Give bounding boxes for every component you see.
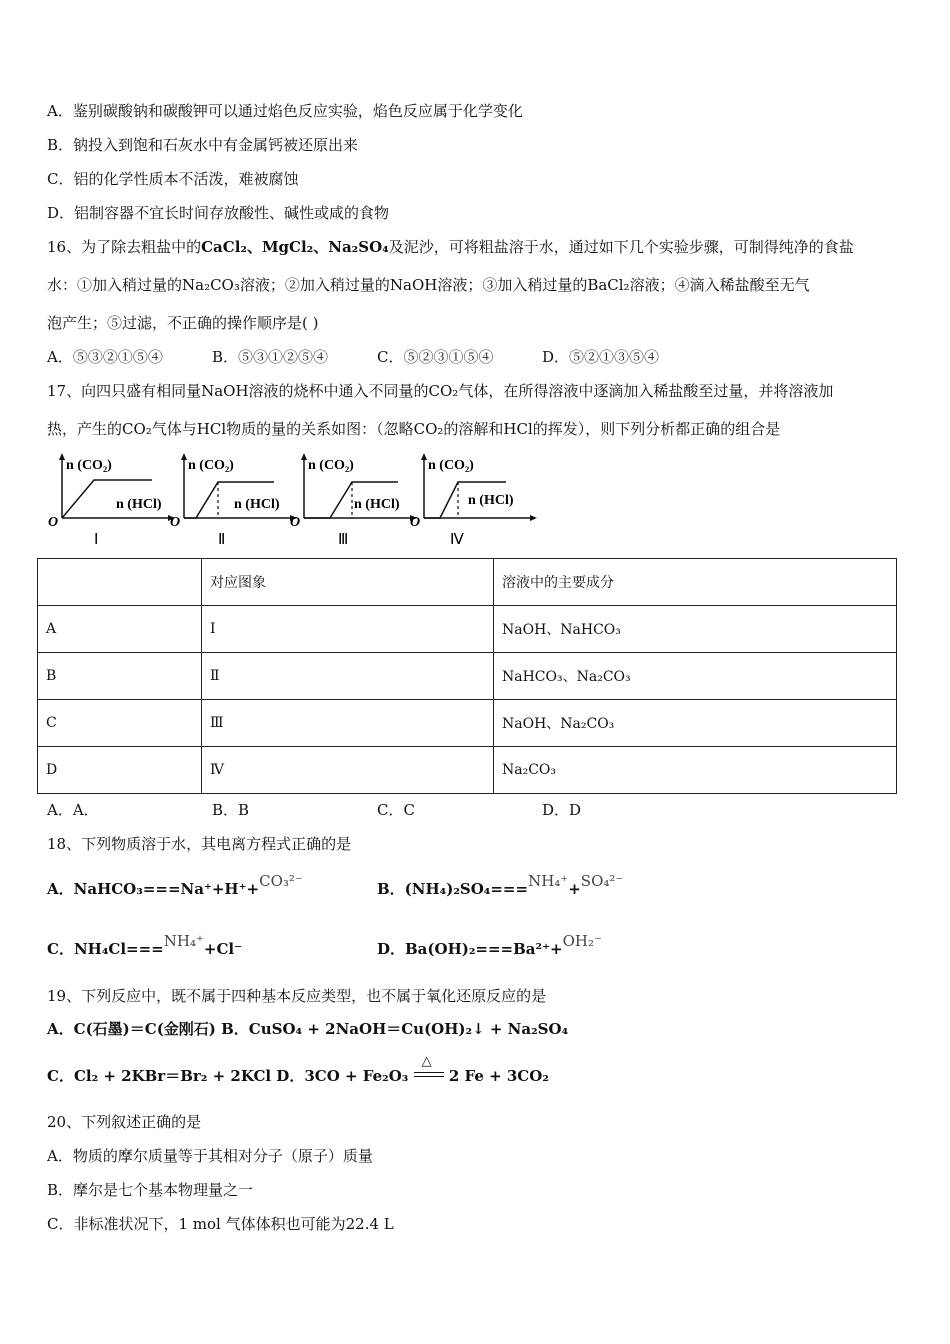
q17-option-a: A．A． bbox=[47, 801, 99, 819]
graph-4-origin: O bbox=[410, 515, 421, 530]
q15-option-c: C．铝的化学性质本不活泼，难被腐蚀 bbox=[47, 170, 299, 188]
table-cell: C bbox=[38, 700, 202, 747]
q18-a-ion: CO₃²⁻ bbox=[259, 872, 303, 890]
table-cell: NaHCO₃、Na₂CO₃ bbox=[494, 653, 897, 700]
table-row bbox=[38, 747, 897, 794]
q18-a-equation: A．NaHCO₃===Na⁺+H⁺+ bbox=[47, 880, 260, 898]
equals-line-top bbox=[414, 1072, 444, 1073]
graph-2-roman: Ⅱ bbox=[218, 532, 226, 548]
q18-b-ion2: SO₄²⁻ bbox=[580, 872, 624, 890]
graph-2-y-arrow bbox=[181, 453, 187, 460]
q20-stem: 20、下列叙述正确的是 bbox=[47, 1113, 202, 1131]
q16-option-c: C．⑤②③①⑤④ bbox=[377, 348, 494, 366]
graph-2-xlabel: n (HCl) bbox=[234, 497, 280, 512]
table-row bbox=[38, 700, 897, 747]
q18-d-equation: D．Ba(OH)₂===Ba²⁺+ bbox=[377, 940, 563, 958]
q16-stem-line1 bbox=[47, 237, 854, 257]
q18-option-a bbox=[47, 872, 303, 899]
graph-1-roman: Ⅰ bbox=[94, 532, 99, 548]
q16-option-a: A．⑤③②①⑤④ bbox=[47, 348, 163, 366]
graph-3-ylabel: n (CO₂) bbox=[308, 458, 354, 473]
q19-heat-equals bbox=[414, 1054, 444, 1086]
table-cell: Ⅰ bbox=[202, 606, 494, 653]
q18-c-post: +Cl⁻ bbox=[203, 940, 242, 958]
graph-1 bbox=[46, 452, 176, 556]
table-cell: Ⅱ bbox=[202, 653, 494, 700]
graph-2 bbox=[168, 452, 301, 556]
graph-2-ylabel: n (CO₂) bbox=[188, 458, 234, 473]
table-cell: Na₂CO₃ bbox=[494, 747, 897, 794]
graph-3-origin: O bbox=[290, 515, 301, 530]
q19-options-ab: A．C(石墨)＝C(金刚石) B．CuSO₄ + 2NaOH＝Cu(OH)₂↓ + Na₂SO₄ bbox=[47, 1020, 569, 1038]
q16-stem-pre: 16、为了除去粗盐中的 bbox=[47, 238, 202, 256]
q18-stem: 18、下列物质溶于水，其电离方程式正确的是 bbox=[47, 835, 352, 853]
q16-stem-line2: 水：①加入稍过量的Na₂CO₃溶液；②加入稍过量的NaOH溶液；③加入稍过量的BaCl₂溶液；④滴入稀盐酸至无气 bbox=[47, 276, 810, 294]
q17-table bbox=[37, 558, 897, 794]
q16-salts: CaCl₂、MgCl₂、Na₂SO₄ bbox=[201, 238, 389, 256]
q18-option-b bbox=[377, 872, 624, 899]
graph-4 bbox=[408, 452, 538, 556]
q16-stem-post: 及泥沙，可将粗盐溶于水，通过如下几个实验步骤，可制得纯净的食盐 bbox=[388, 238, 854, 256]
q19-options-cd bbox=[47, 1054, 549, 1086]
q15-option-a: A．鉴别碳酸钠和碳酸钾可以通过焰色反应实验，焰色反应属于化学变化 bbox=[47, 102, 523, 120]
table-cell: NaOH、NaHCO₃ bbox=[494, 606, 897, 653]
table-header-cell: 溶液中的主要成分 bbox=[494, 559, 897, 606]
q17-option-d: D．D bbox=[542, 801, 582, 819]
graph-4-roman: Ⅳ bbox=[450, 532, 464, 548]
graph-3 bbox=[288, 452, 421, 556]
graph-4-svg bbox=[408, 452, 538, 552]
q16-option-b: B．⑤③①②⑤④ bbox=[212, 348, 329, 366]
q17-option-b: B．B bbox=[212, 801, 250, 819]
table-cell: D bbox=[38, 747, 202, 794]
graph-1-ylabel: n (CO₂) bbox=[66, 458, 112, 473]
graph-3-y-arrow bbox=[301, 453, 307, 460]
q18-b-ion1: NH₄⁺ bbox=[528, 872, 569, 890]
graph-4-x-arrow bbox=[530, 515, 537, 521]
q15-option-b: B．钠投入到饱和石灰水中有金属钙被还原出来 bbox=[47, 136, 359, 154]
table-cell: A bbox=[38, 606, 202, 653]
graph-2-origin: O bbox=[170, 515, 181, 530]
heat-triangle-icon: △ bbox=[421, 1054, 432, 1069]
graph-4-y-arrow bbox=[421, 453, 427, 460]
q17-stem-line1: 17、向四只盛有相同量NaOH溶液的烧杯中通入不同量的CO₂气体，在所得溶液中逐滴加入稀盐酸至过量，并将溶液加 bbox=[47, 382, 834, 400]
table-cell: B bbox=[38, 653, 202, 700]
graph-3-svg bbox=[288, 452, 421, 552]
q18-c-equation: C．NH₄Cl=== bbox=[47, 940, 164, 958]
table-cell: Ⅳ bbox=[202, 747, 494, 794]
graph-3-roman: Ⅲ bbox=[338, 532, 349, 548]
q18-b-plus: + bbox=[568, 880, 581, 898]
q19-cd-pre: C．Cl₂ + 2KBr＝Br₂ + 2KCl D．3CO + Fe₂O₃ bbox=[47, 1067, 409, 1085]
table-cell: Ⅲ bbox=[202, 700, 494, 747]
q15-option-d: D．铝制容器不宜长时间存放酸性、碱性或咸的食物 bbox=[47, 204, 390, 222]
q18-c-ion: NH₄⁺ bbox=[163, 932, 204, 950]
q18-d-ion: OH₂⁻ bbox=[562, 932, 602, 950]
graph-3-xlabel: n (HCl) bbox=[354, 497, 400, 512]
graph-4-xlabel: n (HCl) bbox=[468, 493, 514, 508]
table-header-row bbox=[38, 559, 897, 606]
table-row bbox=[38, 606, 897, 653]
q18-option-d bbox=[377, 932, 602, 959]
table-header-cell bbox=[38, 559, 202, 606]
table-cell: NaOH、Na₂CO₃ bbox=[494, 700, 897, 747]
q17-option-c: C．C bbox=[377, 801, 415, 819]
graph-1-y-arrow bbox=[59, 453, 65, 460]
graph-2-svg bbox=[168, 452, 301, 552]
q18-option-c bbox=[47, 932, 242, 959]
graph-1-svg bbox=[46, 452, 176, 552]
table-header-cell: 对应图象 bbox=[202, 559, 494, 606]
graph-1-origin: O bbox=[48, 515, 59, 530]
table-row bbox=[38, 653, 897, 700]
equals-line-bottom bbox=[414, 1076, 444, 1077]
q19-stem: 19、下列反应中，既不属于四种基本反应类型，也不属于氧化还原反应的是 bbox=[47, 987, 547, 1005]
q17-stem-line2: 热，产生的CO₂气体与HCl物质的量的关系如图：（忽略CO₂的溶解和HCl的挥发），则下列分析都正确的组合是 bbox=[47, 420, 781, 438]
graph-4-ylabel: n (CO₂) bbox=[428, 458, 474, 473]
q18-b-equation: B．(NH₄)₂SO₄=== bbox=[377, 880, 529, 898]
q16-option-d: D．⑤②①③⑤④ bbox=[542, 348, 660, 366]
q16-stem-line3: 泡产生；⑤过滤，不正确的操作顺序是( ) bbox=[47, 314, 319, 332]
q20-option-b: B．摩尔是七个基本物理量之一 bbox=[47, 1181, 254, 1199]
graph-1-xlabel: n (HCl) bbox=[116, 497, 162, 512]
q20-option-a: A．物质的摩尔质量等于其相对分子（原子）质量 bbox=[47, 1147, 373, 1165]
q20-option-c: C．非标准状况下，1 mol 气体体积也可能为22.4 L bbox=[47, 1215, 394, 1233]
q19-cd-post: 2 Fe + 3CO₂ bbox=[448, 1067, 549, 1085]
